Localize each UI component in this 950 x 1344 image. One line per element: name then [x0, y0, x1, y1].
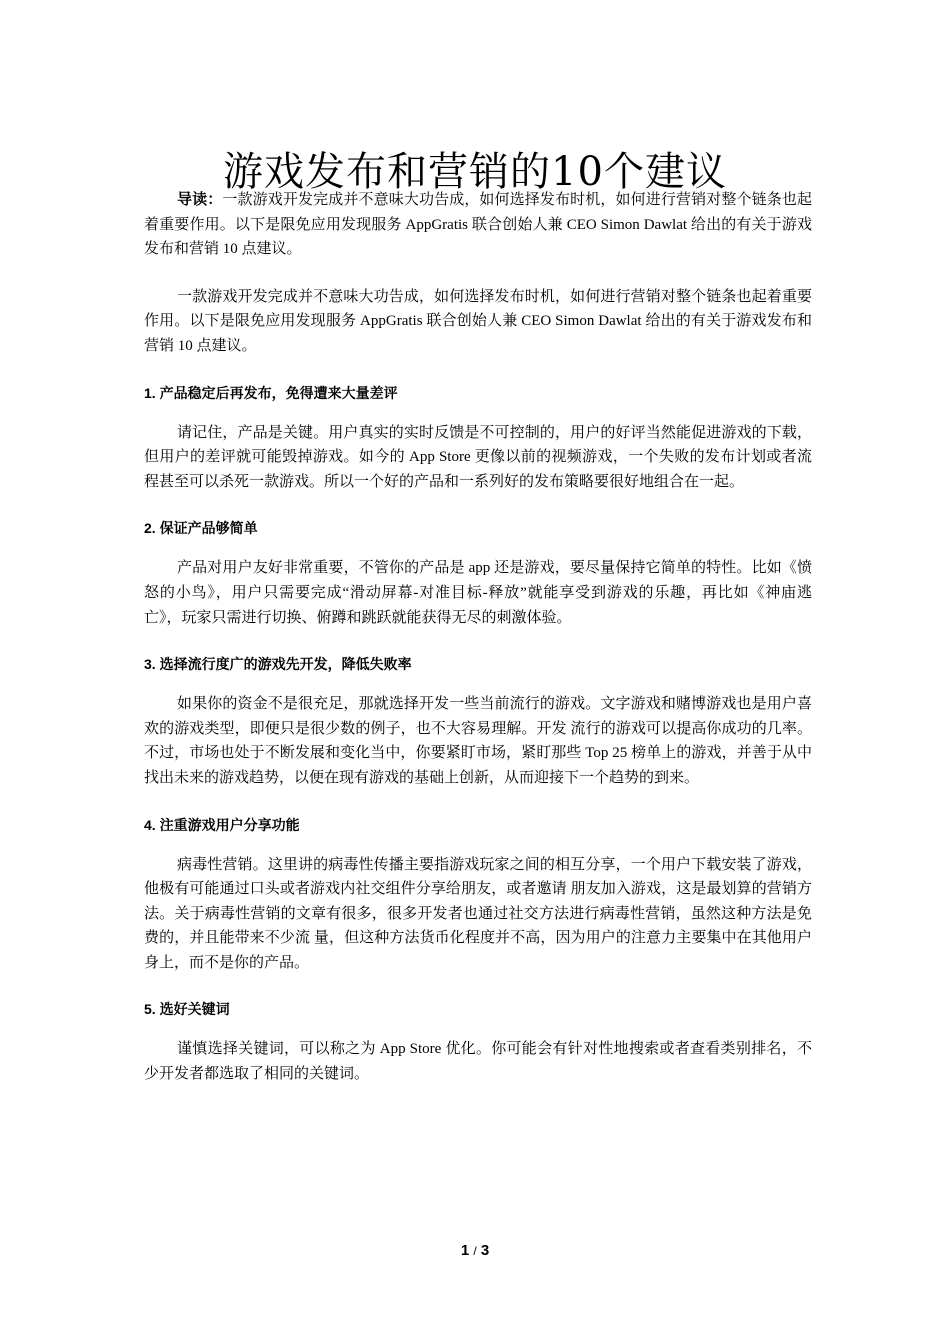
section-heading-1: 1. 产品稳定后再发布，免得遭来大量差评 [144, 384, 398, 401]
section-heading-2: 2. 保证产品够简单 [144, 520, 258, 537]
intro-label: 导读： [177, 192, 223, 208]
document-title: 游戏发布和营销的10个建议 [223, 148, 727, 195]
section-heading-3: 3. 选择流行度广的游戏先开发，降低失败率 [144, 656, 412, 673]
page-number [0, 1242, 950, 1259]
section-heading-4: 4. 注重游戏用户分享功能 [144, 816, 300, 833]
document-body [144, 188, 812, 1087]
intro-paragraph [144, 188, 812, 262]
total-pages-number: 3 [480, 1242, 490, 1259]
section-text-4: 病毒性营销。这里讲的病毒性传播主要指游戏玩家之间的相互分享，一个用户下载安装了游戏，他极有可能通过口头或者游戏内社交组件分享给朋友，或者邀请 朋友加入游戏，这是最划算的营销方法。关于病毒性营销的文章有很多，很多开发者也通过社交方法进行病毒性营销，虽然这种方法是免费的，并且能带来不少流 量，但这种方法货币化程度并不高，因为用户的注意力主要集中在其他用户身上，而不是你的产品。 [144, 856, 812, 971]
page-separator: / [473, 1244, 477, 1258]
section-text-5: 谨慎选择关键词，可以称之为 App Store 优化。你可能会有针对性地搜索或者查看类别排名，不少开发者都选取了相同的关键词。 [144, 1041, 812, 1083]
current-page-number: 1 [460, 1242, 470, 1259]
section-heading-5: 5. 选好关键词 [144, 1001, 230, 1018]
section-text-2: 产品对用户友好非常重要，不管你的产品是 app 还是游戏，要尽量保持它简单的特性。比如《愤怒的小鸟》，用户只需要完成“滑动屏幕-对准目标-释放”就能享受到游戏的乐趣，再比如《神庙逃亡》，玩家只需进行切换、俯蹲和跳跃就能获得无尽的刺激体验。 [144, 560, 812, 626]
intro-text: 一款游戏开发完成并不意味大功告成，如何选择发布时机，如何进行营销对整个链条也起着重要作用。以下是限免应用发现服务 AppGratis 联合创始人兼 CEO Simon Dawlat 给出的有关于游戏发布和营销 10 点建议。 [144, 192, 812, 258]
section-text-3: 如果你的资金不是很充足，那就选择开发一些当前流行的游戏。文字游戏和赌博游戏也是用户喜欢的游戏类型，即便只是很少数的例子，也不大容易理解。开发 流行的游戏可以提高你成功的几率。不过，市场也处于不断发展和变化当中，你要紧盯市场，紧盯那些 Top 25 榜单上的游戏，并善于从中找出未来的游戏趋势，以便在现有游戏的基础上创新，从而迎接下一个趋势的到来。 [144, 696, 812, 786]
section-text-1: 请记住，产品是关键。用户真实的实时反馈是不可控制的，用户的好评当然能促进游戏的下载，但用户的差评就可能毁掉游戏。如今的 App Store 更像以前的视频游戏，一个失败的发布计划或者流程甚至可以杀死一款游戏。所以一个好的产品和一系列好的发布策略要很好地组合在一起。 [144, 424, 812, 490]
lead-paragraph: 一款游戏开发完成并不意味大功告成，如何选择发布时机，如何进行营销对整个链条也起着重要作用。以下是限免应用发现服务 AppGratis 联合创始人兼 CEO Simon Dawlat 给出的有关于游戏发布和营销 10 点建议。 [144, 288, 812, 354]
